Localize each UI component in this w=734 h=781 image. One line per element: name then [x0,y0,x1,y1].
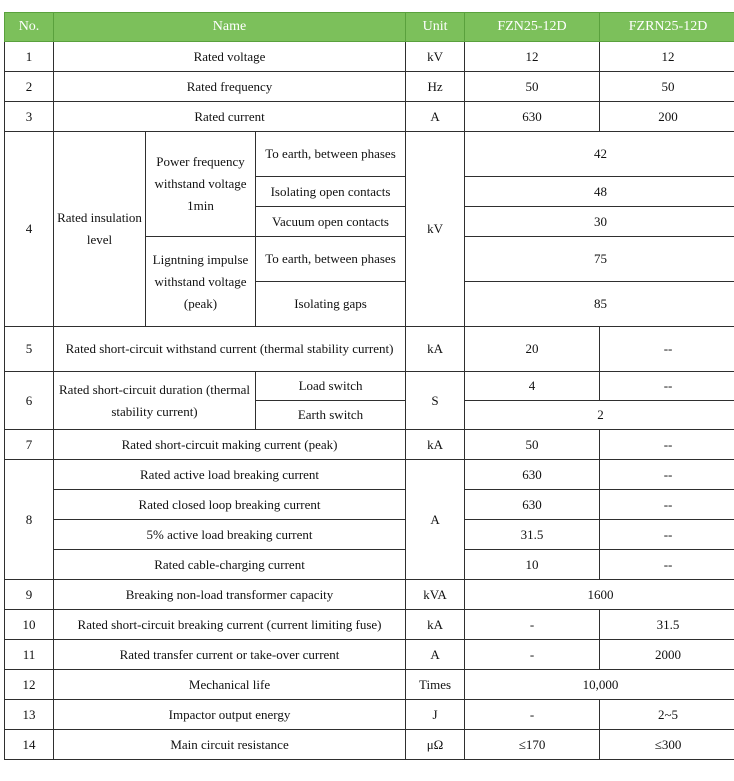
sub-item-label: To earth, between phases [256,132,406,177]
table-row [5,72,734,102]
row-value-a: 50 [465,430,600,460]
row-value-b: 200 [600,102,734,132]
row-unit: kV [406,42,465,72]
sub-item-label: Isolating open contacts [256,177,406,207]
row-unit: μΩ [406,730,465,760]
table-row [5,610,734,640]
row-value-b: 2~5 [600,700,734,730]
row-unit: Times [406,670,465,700]
spec-table [4,12,734,760]
row-value-merged: 75 [465,237,734,282]
row-no: 2 [5,72,54,102]
row-no: 13 [5,700,54,730]
row-value-merged: 30 [465,207,734,237]
row-value-merged: 48 [465,177,734,207]
row-value-a: ≤170 [465,730,600,760]
table-row [5,580,734,610]
row-no: 9 [5,580,54,610]
row-value-b: 2000 [600,640,734,670]
table-row [5,520,734,550]
row-value-b: -- [600,372,734,401]
row-unit: kA [406,327,465,372]
row-name: Rated transfer current or take-over current [54,640,406,670]
row-no: 11 [5,640,54,670]
row-value-b: -- [600,520,734,550]
row-no: 14 [5,730,54,760]
table-row [5,730,734,760]
row-name: Rated closed loop breaking current [54,490,406,520]
row-no: 7 [5,430,54,460]
row-unit: A [406,102,465,132]
row-value-a: 31.5 [465,520,600,550]
sub-item-label: To earth, between phases [256,237,406,282]
row-value-a: - [465,700,600,730]
row-no: 4 [5,132,54,327]
row-name: Rated active load breaking current [54,460,406,490]
table-row [5,372,734,401]
row-value-b: -- [600,327,734,372]
table-row [5,430,734,460]
row-no: 3 [5,102,54,132]
row-unit: kA [406,610,465,640]
row-name: Mechanical life [54,670,406,700]
header-name: Name [54,13,406,42]
row-name: Main circuit resistance [54,730,406,760]
row-name: Rated current [54,102,406,132]
row-value-b: -- [600,460,734,490]
table-row [5,132,734,177]
row-value-b: -- [600,430,734,460]
row-name: Rated short-circuit withstand current (thermal stability current) [54,327,406,372]
row-value-b: -- [600,550,734,580]
row-value-merged: 85 [465,282,734,327]
row-name: Breaking non-load transformer capacity [54,580,406,610]
sub-item-label: Vacuum open contacts [256,207,406,237]
row-name: Rated short-circuit breaking current (current limiting fuse) [54,610,406,640]
sub-group-label: Power frequency withstand voltage 1min [146,132,256,237]
row-name: Rated cable-charging current [54,550,406,580]
row-unit: kVA [406,580,465,610]
row-value-merged: 10,000 [465,670,734,700]
row-value-merged: 42 [465,132,734,177]
header-model-b: FZRN25-12D [600,13,734,42]
header-no: No. [5,13,54,42]
sub-group-label: Ligntning impulse withstand voltage (peak) [146,237,256,327]
row-value-b: 31.5 [600,610,734,640]
table-row [5,327,734,372]
row-name: 5% active load breaking current [54,520,406,550]
row-value-b: 50 [600,72,734,102]
table-row [5,670,734,700]
table-row [5,490,734,520]
row-value-b: ≤300 [600,730,734,760]
row-value-a: - [465,610,600,640]
row-no: 5 [5,327,54,372]
row-unit: A [406,640,465,670]
row-value-merged: 2 [465,401,734,430]
header-unit: Unit [406,13,465,42]
row-value-a: 4 [465,372,600,401]
row-value-b: -- [600,490,734,520]
row-no: 10 [5,610,54,640]
row-value-a: 50 [465,72,600,102]
row-no: 6 [5,372,54,430]
row-name: Rated short-circuit making current (peak) [54,430,406,460]
table-row [5,550,734,580]
row-unit: kA [406,430,465,460]
sub-item-label: Earth switch [256,401,406,430]
row-no: 12 [5,670,54,700]
row-no: 1 [5,42,54,72]
row-value-a: 20 [465,327,600,372]
row-value-a: 12 [465,42,600,72]
row-value-a: 10 [465,550,600,580]
row-unit: J [406,700,465,730]
row-value-a: 630 [465,460,600,490]
row-value-a: - [465,640,600,670]
row-unit: A [406,460,465,580]
row-unit: Hz [406,72,465,102]
row-name: Rated voltage [54,42,406,72]
sub-item-label: Load switch [256,372,406,401]
row-value-a: 630 [465,102,600,132]
sub-item-label: Isolating gaps [256,282,406,327]
row-unit: S [406,372,465,430]
header-model-a: FZN25-12D [465,13,600,42]
row-name: Rated insulation level [54,132,146,327]
table-row [5,102,734,132]
header-row [5,13,734,42]
row-value-a: 630 [465,490,600,520]
table-row [5,640,734,670]
row-no: 8 [5,460,54,580]
table-row [5,700,734,730]
row-value-merged: 1600 [465,580,734,610]
row-name: Impactor output energy [54,700,406,730]
table-row [5,460,734,490]
row-value-b: 12 [600,42,734,72]
table-row [5,42,734,72]
row-name: Rated frequency [54,72,406,102]
row-name: Rated short-circuit duration (thermal stability current) [54,372,256,430]
row-unit: kV [406,132,465,327]
